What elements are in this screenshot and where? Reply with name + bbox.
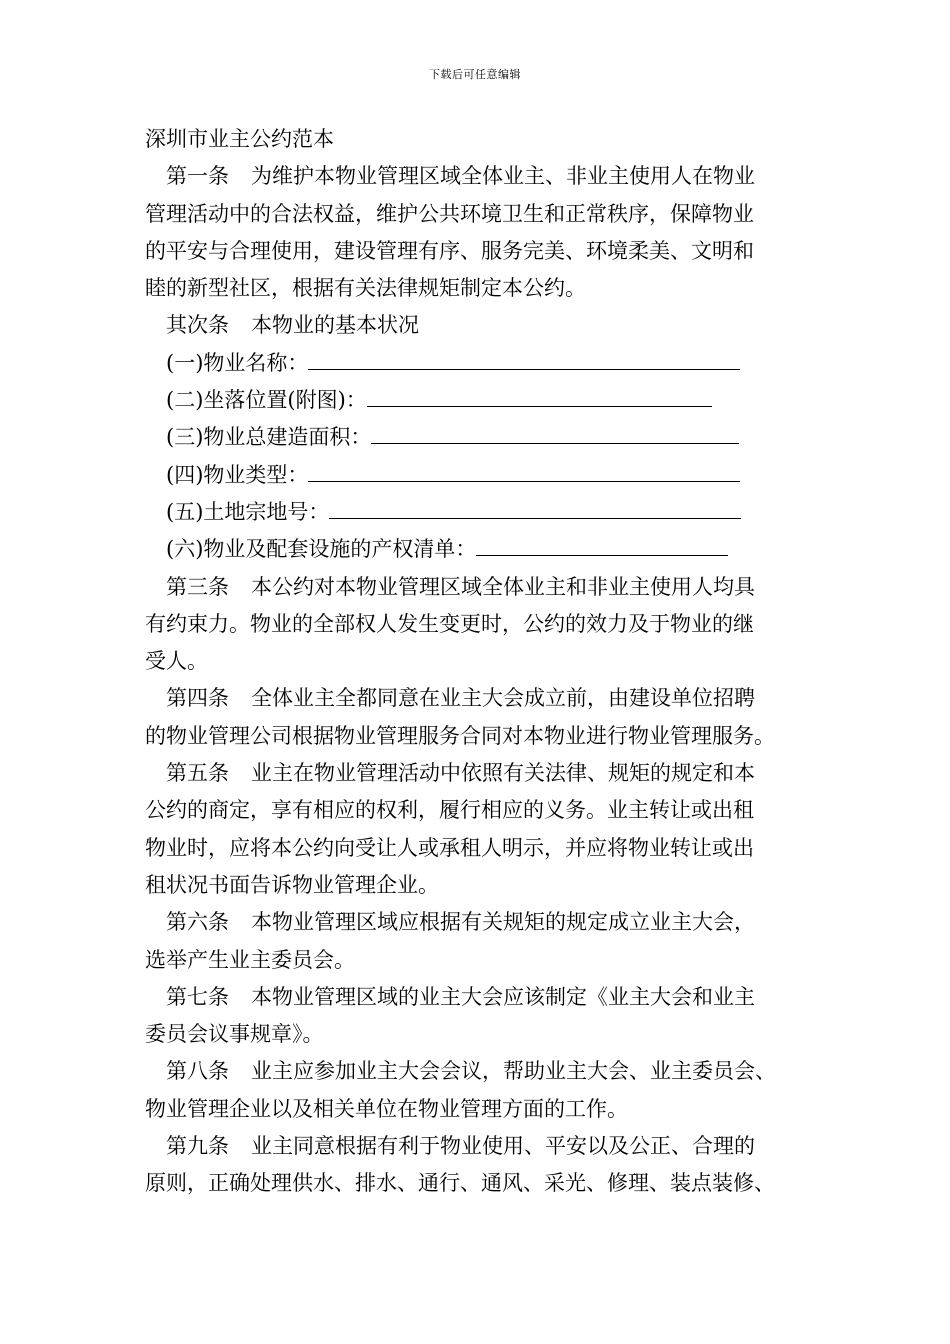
article-1-line-3: 的平安与合理使用，建设管理有序、服务完美、环境柔美、文明和 bbox=[145, 238, 754, 263]
article-1-number: 第一条 bbox=[166, 164, 229, 189]
article-5-text-1: 业主在物业管理活动中依照有关法律、规矩的规定和本 bbox=[251, 761, 755, 786]
article-7-number: 第七条 bbox=[166, 984, 229, 1009]
article-3-text-1: 本公约对本物业管理区域全体业主和非业主使用人均具 bbox=[251, 574, 755, 599]
property-field-label: (二)坐落位置(附图)： bbox=[166, 388, 367, 413]
property-field-name bbox=[145, 345, 815, 382]
property-field-label: (六)物业及配套设施的产权清单： bbox=[166, 537, 477, 562]
article-4-text-1: 全体业主全都同意在业主大会成立前，由建设单位招聘 bbox=[251, 686, 755, 711]
property-field-label: (三)物业总建造面积： bbox=[166, 425, 372, 450]
article-2-heading-line bbox=[145, 307, 815, 344]
fill-in-blank-line bbox=[367, 382, 712, 407]
property-field-land-number bbox=[145, 494, 815, 531]
article-7-line-2: 委员会议事规章》。 bbox=[145, 1022, 324, 1047]
article-2-number: 其次条 bbox=[166, 313, 229, 338]
article-6-text-1: 本物业管理区域应根据有关规矩的规定成立业主大会， bbox=[251, 910, 755, 935]
article-5-line-1 bbox=[145, 755, 815, 792]
article-5-line-3: 物业时，应将本公约向受让人或承租人明示，并应将物业转让或出 bbox=[145, 835, 754, 860]
fill-in-blank-line bbox=[329, 494, 741, 519]
property-field-label: (四)物业类型： bbox=[166, 462, 309, 487]
article-7-line-1 bbox=[145, 979, 815, 1016]
article-8-line-2: 物业管理企业以及相关单位在物业管理方面的工作。 bbox=[145, 1096, 628, 1121]
article-1-line-4: 睦的新型社区，根据有关法律规矩制定本公约。 bbox=[145, 276, 586, 301]
article-1-text-1: 为维护本物业管理区域全体业主、非业主使用人在物业 bbox=[251, 164, 755, 189]
article-8-line-1 bbox=[145, 1053, 815, 1090]
property-field-type bbox=[145, 457, 815, 494]
property-field-label: (一)物业名称： bbox=[166, 350, 309, 375]
article-8-number: 第八条 bbox=[166, 1059, 229, 1084]
property-field-area bbox=[145, 419, 815, 456]
article-3-line-1 bbox=[145, 569, 815, 606]
document-title: 深圳市业主公约范本 bbox=[145, 127, 334, 151]
fill-in-blank-line bbox=[476, 531, 728, 556]
article-9-line-1 bbox=[145, 1128, 815, 1165]
article-4-line-1 bbox=[145, 680, 815, 717]
property-field-label: (五)土地宗地号： bbox=[166, 499, 330, 524]
fill-in-blank-line bbox=[308, 457, 740, 482]
article-5-line-4: 租状况书面告诉物业管理企业。 bbox=[145, 872, 439, 897]
article-7-text-1: 本物业管理区域的业主大会应该制定《业主大会和业主 bbox=[251, 984, 755, 1009]
article-5-number: 第五条 bbox=[166, 761, 229, 786]
property-field-ownership-list bbox=[145, 531, 815, 568]
article-9-line-2: 原则，正确处理供水、排水、通行、通风、采光、修理、装点装修、 bbox=[145, 1171, 775, 1196]
article-1-line-1 bbox=[145, 158, 815, 195]
article-9-number: 第九条 bbox=[166, 1134, 229, 1159]
article-4-number: 第四条 bbox=[166, 686, 229, 711]
fill-in-blank-line bbox=[308, 345, 740, 370]
article-1-line-2: 管理活动中的合法权益，维护公共环境卫生和正常秩序，保障物业 bbox=[145, 201, 754, 226]
page-header-note: 下载后可任意编辑 bbox=[429, 68, 521, 81]
article-6-line-2: 选举产生业主委员会。 bbox=[145, 947, 355, 972]
article-3-line-3: 受人。 bbox=[145, 649, 208, 674]
article-6-line-1 bbox=[145, 904, 815, 941]
article-3-number: 第三条 bbox=[166, 574, 229, 599]
document-body bbox=[145, 121, 815, 1203]
article-2-heading: 本物业的基本状况 bbox=[251, 313, 419, 338]
property-field-location bbox=[145, 382, 815, 419]
article-4-line-2: 的物业管理公司根据物业管理服务合同对本物业进行物业管理服务。 bbox=[145, 723, 775, 748]
article-8-text-1: 业主应参加业主大会会议，帮助业主大会、业主委员会、 bbox=[251, 1059, 776, 1084]
article-9-text-1: 业主同意根据有利于物业使用、平安以及公正、合理的 bbox=[251, 1134, 755, 1159]
fill-in-blank-line bbox=[371, 419, 739, 444]
article-5-line-2: 公约的商定，享有相应的权利，履行相应的义务。业主转让或出租 bbox=[145, 798, 754, 823]
article-3-line-2: 有约束力。物业的全部权人发生变更时，公约的效力及于物业的继 bbox=[145, 611, 754, 636]
article-6-number: 第六条 bbox=[166, 910, 229, 935]
